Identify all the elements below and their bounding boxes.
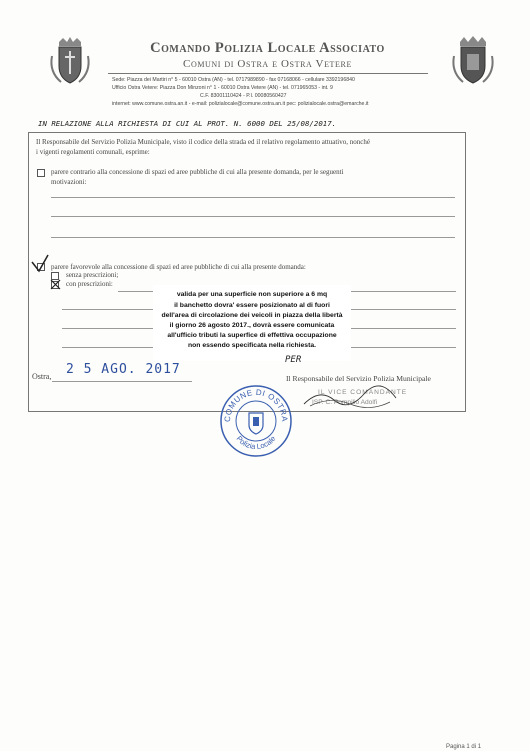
with-prescriptions-label: con prescrizioni:	[66, 280, 113, 288]
page-number: Pagina 1 di 1	[446, 744, 482, 750]
with-prescriptions-x-mark-icon	[50, 279, 61, 290]
contrary-label-2: motivazioni:	[51, 178, 87, 186]
handwritten-reference: IN RELAZIONE ALLA RICHIESTA DI CUI AL PROT. N. 6000 DEL 25/08/2017.	[38, 119, 337, 128]
header-title: Comando Polizia Locale Associato	[150, 40, 385, 56]
stamp-line-4: il giorno 26 agosto 2017., dovrà essere comunicata	[169, 322, 335, 329]
handwritten-per: PER	[285, 355, 302, 365]
intro-line-1: Il Responsabile del Servizio Polizia Municipale, visto il codice della strada ed il relativo regolamento attuativo, nonché	[36, 138, 370, 146]
stamp-line-6: non essendo specificata nella richiesta.	[187, 342, 317, 349]
seal-bottom-text: Polizia Locale	[234, 434, 278, 452]
round-official-seal-icon	[218, 383, 294, 459]
prescription-stamp	[153, 285, 351, 361]
left-coat-of-arms-icon	[47, 36, 93, 86]
favorable-label: parere favorevole alla concessione di spazi ed aree pubbliche di cui alla presente domanda:	[51, 263, 306, 271]
without-prescriptions-label: senza prescrizioni;	[66, 271, 119, 279]
header-tax-ids: C.F. 83001110424 - P.I. 00080560427	[200, 93, 287, 99]
header-office: Ufficio Ostra Vetere: Piazza Don Minzoni n° 1 - 60010 Ostra Vetere (AN) - tel. 071965053 - int. 9	[112, 85, 333, 91]
contrary-label-1: parere contrario alla concessione di spazi ed aree pubbliche di cui alla presente domanda, per le seguenti	[51, 168, 344, 176]
stamp-line-1: valida per una superficie non superiore a 6 mq	[176, 291, 328, 298]
header-address: Sede: Piazza dei Martiri n° 5 - 60010 Ostra (AN) - tel. 0717989890 - fax 07168066 - cellulare 3392196840	[112, 77, 355, 83]
place-label: Ostra,	[32, 372, 52, 381]
stamp-line-5: all'ufficio tributi la superfice di effettiva occupazione	[167, 332, 337, 339]
header-divider	[108, 73, 428, 74]
stamp-line-2: il banchetto dovra' essere posizionato al di fuori	[174, 302, 330, 309]
signature-scribble-icon	[300, 384, 410, 410]
signatory-title: IL VICE COMANDANTE	[318, 389, 408, 396]
motivation-line-2[interactable]	[51, 216, 455, 217]
signature-label: Il Responsabile del Servizio Polizia Municipale	[286, 374, 431, 383]
date-line	[52, 381, 192, 382]
motivation-line-1[interactable]	[51, 197, 455, 198]
favorable-check-mark-icon	[30, 254, 50, 274]
signatory-name: ISP. C. Pompilio Adolfi	[312, 399, 378, 406]
right-coat-of-arms-icon	[450, 36, 496, 86]
motivation-line-3[interactable]	[51, 237, 455, 238]
header-subtitle: Comuni di Ostra e Ostra Vetere	[183, 58, 352, 70]
stamp-line-3: dell'area di circolazione dei veicoli in piazza della libertà	[161, 312, 343, 319]
intro-line-2: i vigenti regolamenti comunali, esprime:	[36, 148, 150, 156]
seal-top-text: COMUNE DI OSTRA	[222, 387, 290, 423]
date-stamp: 2 5 AGO. 2017	[66, 362, 181, 377]
header-contacts: internet: www.comune.ostra.an.it - e-mail: polizialocale@comune.ostra.an.it pec: polizialocale.ostra@emarche.it	[112, 101, 369, 107]
svg-text:Polizia Locale	[235, 434, 278, 451]
contrary-checkbox[interactable]	[37, 169, 45, 177]
